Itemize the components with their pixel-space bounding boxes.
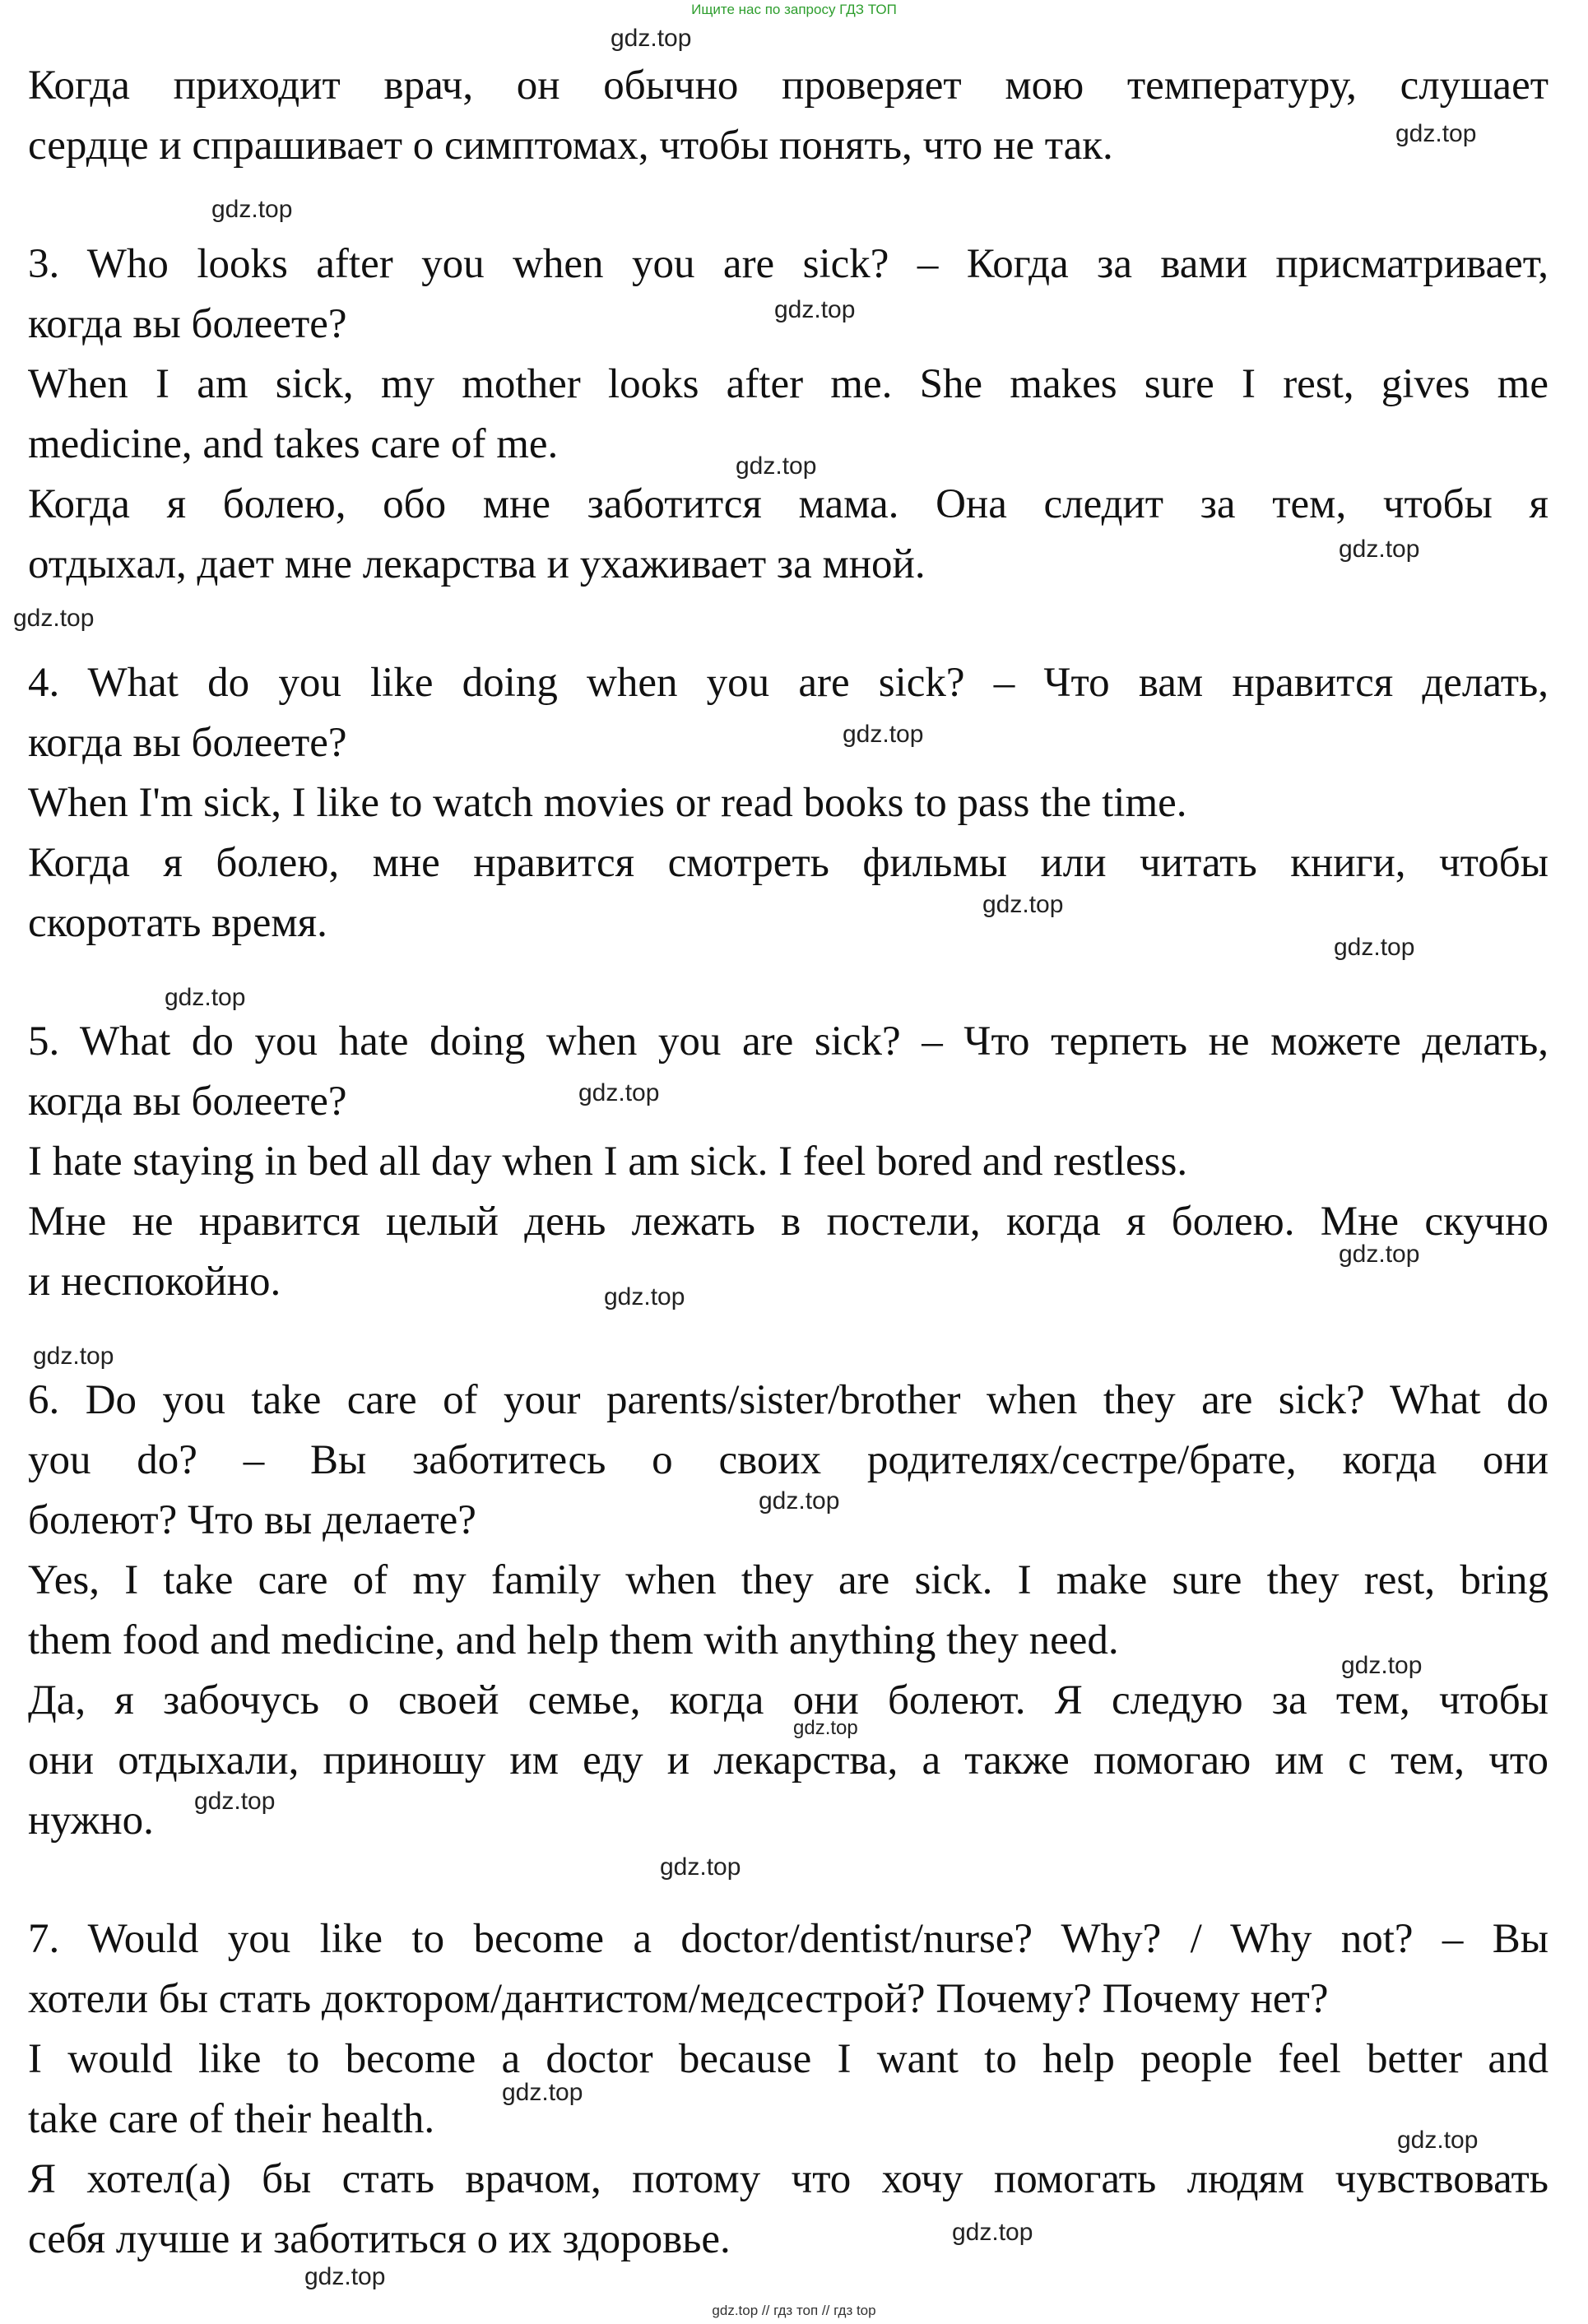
translation-line: нужно. bbox=[28, 1798, 154, 1844]
answer-line: When I am sick, my mother looks after me. She makes sure I rest, gives me bbox=[28, 361, 1549, 407]
question-line: когда вы болеете? bbox=[28, 301, 347, 347]
watermark-label: gdz.top bbox=[33, 1343, 114, 1370]
translation-line: Когда я болею, обо мне заботится мама. Она следит за тем, чтобы я bbox=[28, 481, 1549, 527]
translation-line: себя лучше и заботиться о их здоровье. bbox=[28, 2216, 731, 2262]
question-line: you do? – Вы заботитесь о своих родителях/сестре/брате, когда они bbox=[28, 1437, 1549, 1483]
answer-line: When I'm sick, I like to watch movies or read books to pass the time. bbox=[28, 780, 1187, 826]
footer-note: gdz.top // гдз топ // гдз top bbox=[712, 2303, 876, 2318]
watermark-label: gdz.top bbox=[165, 984, 246, 1011]
watermark-label: gdz.top bbox=[578, 1079, 660, 1106]
watermark-label: gdz.top bbox=[1334, 934, 1415, 961]
watermark-label: gdz.top bbox=[1397, 2127, 1479, 2154]
translation-line: отдыхал, дает мне лекарства и ухаживает за мной. bbox=[28, 541, 926, 587]
answer-line: Yes, I take care of my family when they are sick. I make sure they rest, bring bbox=[28, 1557, 1549, 1603]
question-line: 3. Who looks after you when you are sick? – Когда за вами присматривает, bbox=[28, 241, 1549, 287]
watermark-label: gdz.top bbox=[1341, 1652, 1423, 1679]
watermark-label: gdz.top bbox=[604, 1283, 685, 1310]
watermark-label: gdz.top bbox=[1339, 1241, 1420, 1268]
watermark-label: gdz.top bbox=[13, 605, 95, 632]
translation-line: и неспокойно. bbox=[28, 1259, 281, 1305]
answer-line: I would like to become a doctor because I want to help people feel better and bbox=[28, 2036, 1549, 2082]
watermark-label: gdz.top bbox=[952, 2219, 1033, 2246]
question-line: когда вы болеете? bbox=[28, 1079, 347, 1125]
translation-line: Мне не нравится целый день лежать в постели, когда я болею. Мне скучно bbox=[28, 1199, 1549, 1245]
header-search-note: Ищите нас по запросу ГДЗ ТОП bbox=[691, 2, 897, 17]
watermark-label: gdz.top bbox=[759, 1487, 840, 1515]
watermark-label: gdz.top bbox=[611, 25, 692, 52]
question-line: 5. What do you hate doing when you are sick? – Что терпеть не можете делать, bbox=[28, 1018, 1549, 1065]
question-line: когда вы болеете? bbox=[28, 720, 347, 766]
watermark-label: gdz.top bbox=[982, 891, 1064, 918]
watermark-label: gdz.top bbox=[660, 1853, 741, 1881]
translation-line: они отдыхали, приношу им еду и лекарства, а также помогаю им с тем, что bbox=[28, 1737, 1549, 1784]
translation-line: Когда я болею, мне нравится смотреть фильмы или читать книги, чтобы bbox=[28, 840, 1549, 886]
question-line: 4. What do you like doing when you are sick? – Что вам нравится делать, bbox=[28, 660, 1549, 706]
watermark-label: gdz.top bbox=[843, 721, 924, 748]
watermark-label: gdz.top bbox=[502, 2079, 583, 2106]
answer-line: them food and medicine, and help them with anything they need. bbox=[28, 1617, 1119, 1663]
answer-line: medicine, and takes care of me. bbox=[28, 421, 559, 467]
question-line: 6. Do you take care of your parents/sister/brother when they are sick? What do bbox=[28, 1377, 1549, 1423]
watermark-label: gdz.top bbox=[774, 296, 856, 323]
translation-line: Я хотел(а) бы стать врачом, потому что хочу помогать людям чувствовать bbox=[28, 2156, 1549, 2202]
watermark-label: gdz.top bbox=[1339, 536, 1420, 563]
answer-document bbox=[28, 56, 1549, 2270]
answer-line: take care of their health. bbox=[28, 2096, 435, 2142]
text-line: сердце и спрашивает о симптомах, чтобы понять, что не так. bbox=[28, 123, 1113, 169]
watermark-label: gdz.top bbox=[736, 452, 817, 480]
question-line: 7. Would you like to become a doctor/dentist/nurse? Why? / Why not? – Вы bbox=[28, 1916, 1549, 1962]
text-line: Когда приходит врач, он обычно проверяет мою температуру, слушает bbox=[28, 63, 1549, 109]
question-line: болеют? Что вы делаете? bbox=[28, 1497, 476, 1543]
translation-line: скоротать время. bbox=[28, 900, 327, 946]
watermark-label: gdz.top bbox=[211, 196, 293, 223]
watermark-label: gdz.top bbox=[304, 2263, 386, 2290]
question-line: хотели бы стать доктором/дантистом/медсестрой? Почему? Почему нет? bbox=[28, 1976, 1329, 2022]
watermark-label: gdz.top bbox=[793, 1717, 858, 1739]
answer-line: I hate staying in bed all day when I am sick. I feel bored and restless. bbox=[28, 1139, 1188, 1185]
watermark-label: gdz.top bbox=[194, 1788, 276, 1815]
translation-line: Да, я забочусь о своей семье, когда они болеют. Я следую за тем, чтобы bbox=[28, 1677, 1549, 1723]
watermark-label: gdz.top bbox=[1395, 120, 1477, 147]
